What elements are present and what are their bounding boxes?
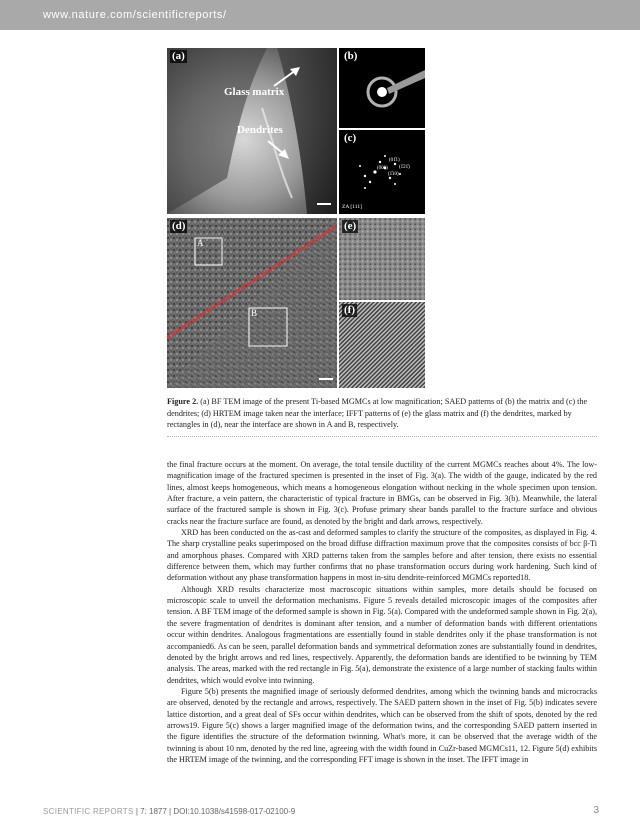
panel-label-a: (a) bbox=[172, 50, 185, 62]
body-paragraph: Figure 5(b) presents the magnified image of seriously deformed dendrites, among which the twinning bands and microcracks are observed, denoted by the rectangle and arrows, respectively. The SAED pattern shown in the inset of Fig. 5(b) indicates severe lattice distortion, and a great deal of SFs occur within dendrites, which can be observed from the shift of spots, denoted by the red arrows19. Figure 5(c) shows a larger magnified image of the deformation twins, and the corresponding SAED pattern inserted in the figure identifies the structure of the deformation twinning. What's more, it can be observed that the average width of the twinning is about 10 nm, denoted by the red line, agreeing with the width found in CuZr-based MGMCs11, 12. Figure 5(d) exhibits the HRTEM image of the twinning, and the corresponding FFT image is shown in the inset. The IFFT image in bbox=[167, 686, 597, 764]
dendrites-label: Dendrites bbox=[237, 124, 283, 136]
caption-divider bbox=[167, 436, 597, 437]
page-footer bbox=[43, 807, 599, 816]
journal-name: SCIENTIFIC REPORTS bbox=[43, 807, 134, 816]
caption-text: (a) BF TEM image of the present Ti-based MGMCs at low magnification; SAED patterns of (b) the matrix and (c) the dendrites; (d) HRTEM image taken near the interface; IFFT patterns of (e) the glass matrix and (f) the dendrites, marked by rectangles in (d), near the interface are shown in A and B, respectively. bbox=[167, 397, 588, 429]
saed-spot-label: (000) bbox=[377, 166, 388, 171]
body-paragraph: XRD has been conducted on the as-cast and deformed samples to clarify the structure of the composites, as displayed in Fig. 4. The sharp crystalline peaks superimposed on the broad diffuse diffraction maximum prove that the composites consists of bcc β-Ti and amorphous phases. Compared with XRD patterns taken from the samples before and after tension, there exists no essential difference between them, which may further confirms that no phase transformation occurs during work hardening. Such kind of deformation without any phase transformation happens in most in-situ dendrite-reinforced MGMCs reported18. bbox=[167, 528, 597, 583]
dendrites-arrow-icon bbox=[265, 138, 291, 160]
caption-label: Figure 2. bbox=[167, 397, 199, 406]
body-paragraph: Although XRD results characterize most macroscopic situations within samples, more details should be focused on microscopic scale to unveil the deformation mechanisms. Figure 5 reveals detailed microscopic images of the composites after tension. A BF TEM image of the deformed sample is shown in Fig. 5(a). Compared with the undeformed sample shown in Fig. 2(a), the severe fragmentation of dendrites is dominant after tension, and a number of deformation bands with different orientations occur within dendrites. Analogous fragmentations are essentially found in stable dendrites only if the phase transformation is not accompanied6. As can be seen, parallel deformation bands and symmetrical deformation zones are substantially found in dendrites, denoted by the bright arrows and red lines, respectively. Apparently, the deformation bands are identified to be twinning by TEM analysis. The areas, marked with the red rectangle in Fig. 5(a), demonstrate the existence of a large number of stacking faults within dendrites, which would evolve into twinning. bbox=[167, 584, 597, 685]
panel-label-d: (d) bbox=[172, 220, 186, 232]
panel-d-hrtem bbox=[167, 218, 337, 388]
body-paragraph: the final fracture occurs at the moment. On average, the total tensile ductility of the current MGMCs reaches about 4%. The low-magnification image of the fractured specimen is presented in the inset of Fig. 3(a). The width of the gauge, indicated by the red lines, almost keeps homogeneous, which means a homogeneous elongation without necking in the whole specimen upon tension. After fracture, a vein pattern, the characteristic of typical fracture in BMGs, can be observed in Fig. 3(b). Meanwhile, the lateral surface of the fractured sample is shown in Fig. 3(c). Profuse primary shear bands parallel to the fracture surface and obvious cracks near the fracture surface are found, as denoted by the bright and dark arrows, respectively. bbox=[167, 460, 597, 526]
saed-spot-label: (01̄1) bbox=[389, 158, 400, 163]
panel-label-f: (f) bbox=[344, 304, 355, 316]
glass-matrix-label: Glass matrix bbox=[224, 86, 285, 98]
panel-f-ifft-dendrites bbox=[339, 302, 425, 388]
article-citation: | 7: 1877 | DOI:10.1038/s41598-017-02100-9 bbox=[133, 807, 296, 816]
zone-axis-label: ZA [111] bbox=[342, 204, 362, 210]
panel-c-saed-dendrites bbox=[339, 130, 425, 214]
article-body bbox=[167, 459, 597, 765]
saed-spot-label: (1̄10) bbox=[388, 172, 399, 177]
page-number: 3 bbox=[593, 805, 599, 816]
panel-label-b: (b) bbox=[344, 50, 358, 62]
region-a-label: A bbox=[197, 238, 204, 248]
figure-caption bbox=[167, 396, 597, 431]
panel-label-c: (c) bbox=[344, 132, 357, 144]
journal-header-bar bbox=[0, 0, 640, 30]
hrtem-image bbox=[167, 218, 337, 388]
glass-matrix-arrow-icon bbox=[272, 66, 302, 88]
journal-url[interactable]: www.nature.com/scientificreports/ bbox=[43, 9, 227, 21]
panel-e-ifft-glass bbox=[339, 218, 425, 300]
panel-b-saed-matrix bbox=[339, 48, 425, 128]
panel-a-bf-tem bbox=[167, 48, 337, 214]
saed-spot-label: (1̄21̄) bbox=[399, 165, 410, 170]
region-b-label: B bbox=[251, 308, 258, 318]
figure-2 bbox=[167, 48, 425, 388]
panel-label-e: (e) bbox=[344, 220, 357, 232]
